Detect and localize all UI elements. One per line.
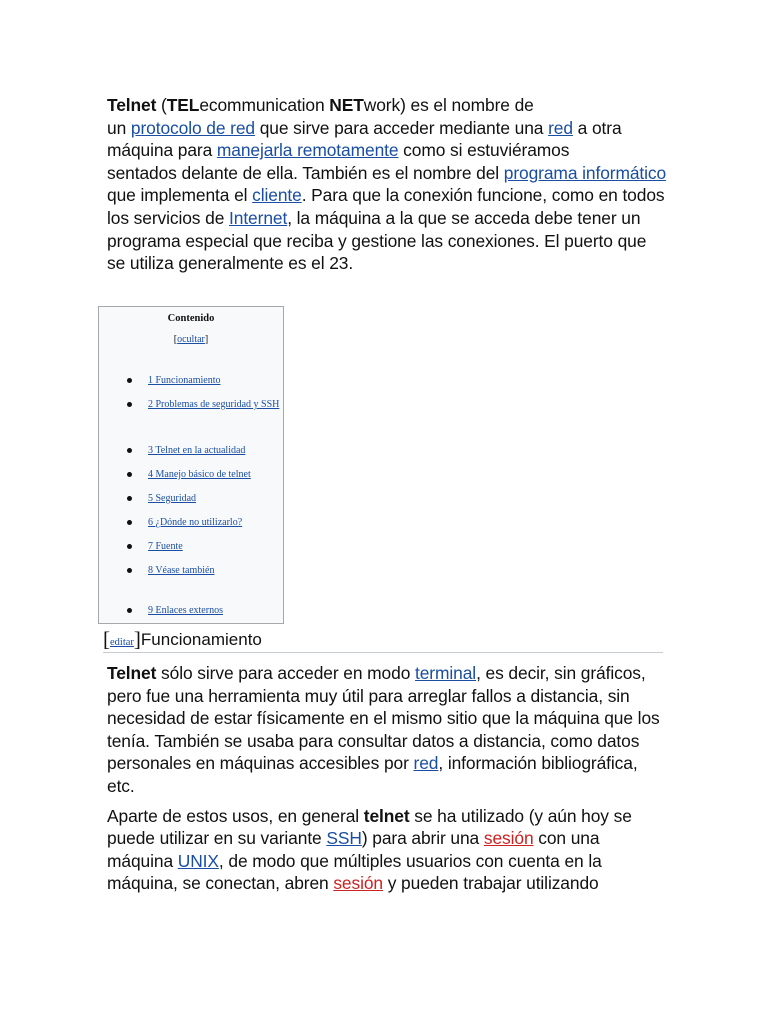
table-of-contents — [98, 306, 284, 624]
toc-item-funcionamiento[interactable]: 1 Funcionamiento — [148, 375, 221, 386]
link-sesion[interactable]: sesión — [483, 828, 534, 849]
toc-toggle — [99, 334, 283, 345]
section-title: Funcionamiento — [140, 630, 262, 649]
intro-paragraph — [107, 94, 667, 275]
text: y pueden trabajar utilizando — [383, 873, 599, 894]
toc-item-problemas-seguridad-ssh[interactable]: 2 Problemas de seguridad y SSH — [148, 399, 280, 410]
link-terminal[interactable]: terminal — [415, 663, 477, 683]
toc-item-fuente[interactable]: 7 Fuente — [148, 541, 183, 552]
bullet-icon — [127, 472, 132, 477]
link-red[interactable]: red — [413, 753, 439, 774]
text: . Para que la conexión funcione, como en todos los servicios de — [107, 185, 665, 228]
bullet-icon — [127, 402, 132, 407]
paragraph-2 — [107, 805, 667, 895]
text: , la máquina a la que se acceda debe tener un programa especial que reciba y gestione las conexiones. El puerto que se utiliza generalmente es el 23. — [107, 207, 647, 274]
text: , información bibliográfica, etc. — [107, 753, 638, 796]
text: que implementa el — [107, 185, 253, 206]
bullet-icon — [127, 378, 132, 383]
text: , es decir, sin gráficos, pero fue una herramienta muy útil para arreglar fallos a distancia, sin necesidad de estar físicamente en el mismo sitio que la máquina que los tenía. También se usaba para consultar datos a distancia, como datos personales en máquinas accesibles por — [107, 663, 660, 774]
link-protocolo-de-red[interactable]: protocolo de red — [130, 117, 255, 138]
text: como si estuviéramos — [398, 140, 570, 161]
acronym-tel: TEL — [166, 95, 200, 115]
text: ecommunication — [199, 95, 330, 115]
text: ) para abrir una — [361, 828, 484, 849]
bullet-icon — [127, 496, 132, 501]
section-heading-funcionamiento — [103, 626, 663, 653]
toc-item-manejo-basico[interactable]: 4 Manejo básico de telnet — [148, 469, 251, 480]
text: se ha utilizado (y aún hoy se puede utilizar en su variante — [107, 805, 632, 849]
text: máquina para — [107, 140, 217, 161]
link-programa-informatico[interactable]: programa informático — [503, 162, 667, 183]
text: work — [363, 95, 401, 115]
link-red[interactable]: red — [548, 117, 573, 138]
toc-item-enlaces-externos[interactable]: 9 Enlaces externos — [148, 605, 223, 616]
text: sólo sirve para acceder en modo — [156, 663, 415, 683]
term-telnet: Telnet — [107, 663, 157, 683]
toc-item-vease-tambien[interactable]: 8 Véase también — [148, 565, 215, 576]
bullet-icon — [127, 568, 132, 573]
acronym-net: NET — [329, 95, 364, 115]
link-ssh[interactable]: SSH — [326, 828, 362, 849]
toc-item-seguridad[interactable]: 5 Seguridad — [148, 493, 197, 504]
toc-hide-link[interactable]: ocultar — [177, 334, 205, 345]
term-telnet: telnet — [363, 805, 410, 826]
text: Aparte de estos usos, en general — [107, 805, 364, 826]
bullet-icon — [127, 608, 132, 613]
bullet-icon — [127, 544, 132, 549]
bracket: [ — [103, 627, 110, 651]
term-telnet: Telnet — [107, 95, 157, 115]
bullet-icon — [127, 448, 132, 453]
bracket: ] — [204, 334, 209, 345]
edit-section-link[interactable]: editar — [110, 637, 134, 648]
link-internet[interactable]: Internet — [229, 207, 288, 228]
text: a otra — [572, 117, 622, 138]
bracket: ] — [133, 627, 141, 651]
text: sentados delante de ella. También es el nombre del — [107, 162, 504, 183]
toc-item-telnet-actualidad[interactable]: 3 Telnet en la actualidad — [148, 445, 246, 456]
link-manejarla-remotamente[interactable]: manejarla remotamente — [216, 140, 399, 161]
text: que sirve para acceder mediante una — [254, 117, 549, 138]
link-sesion-2[interactable]: sesión — [333, 873, 383, 894]
bracket: [ — [173, 334, 178, 345]
text: con una máquina — [107, 828, 600, 871]
link-cliente[interactable]: cliente — [252, 185, 302, 206]
text: ( — [156, 95, 167, 115]
paragraph-1 — [107, 662, 667, 798]
bullet-icon — [127, 520, 132, 525]
body-block — [107, 662, 667, 895]
link-unix[interactable]: UNIX — [177, 850, 219, 871]
text: , de modo que múltiples usuarios con cuenta en la máquina, se conectan, abren — [107, 850, 602, 894]
toc-title: Contenido — [167, 313, 215, 324]
text: un — [107, 117, 131, 138]
text: ) es el nombre de — [400, 95, 534, 115]
intro-block — [107, 94, 667, 275]
toc-item-donde-no-utilizarlo[interactable]: 6 ¿Dónde no utilizarlo? — [148, 517, 243, 528]
